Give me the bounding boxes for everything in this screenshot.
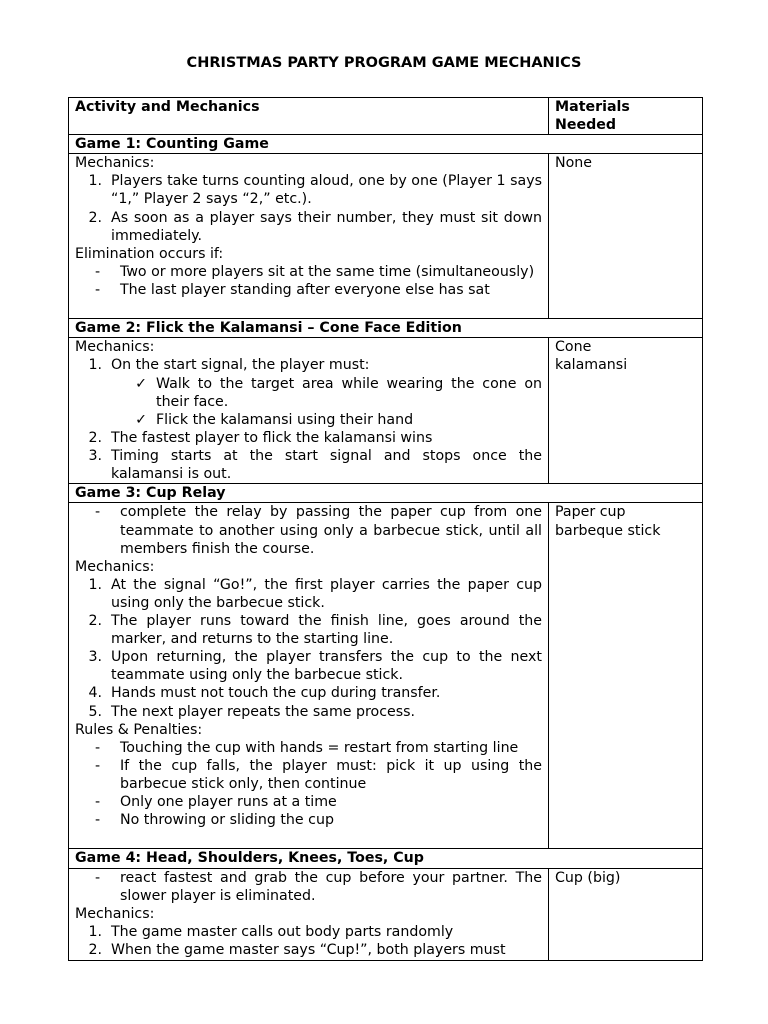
bullet-item <box>75 811 542 829</box>
page-title: CHRISTMAS PARTY PROGRAM GAME MECHANICS <box>186 55 582 71</box>
list-marker: - <box>95 869 101 886</box>
numbered-item <box>75 172 542 208</box>
list-marker: - <box>95 263 101 280</box>
numbered-item <box>75 612 542 648</box>
section-label: Elimination occurs if: <box>75 245 224 262</box>
list-marker: 4. <box>88 685 102 702</box>
list-marker: - <box>95 757 101 774</box>
numbered-item <box>75 923 542 941</box>
item-text: Two or more players sit at the same time (simultaneously) <box>120 263 535 280</box>
header-materials-line2: Needed <box>555 117 617 134</box>
list-marker: 1. <box>88 576 102 593</box>
game-title-row <box>69 849 703 868</box>
item-text: The game master calls out body parts randomly <box>111 923 454 940</box>
list-marker: 1. <box>88 173 102 190</box>
numbered-item <box>75 703 542 721</box>
table-header-row <box>69 98 703 135</box>
item-text: No throwing or sliding the cup <box>120 812 334 829</box>
game-title-row <box>69 484 703 503</box>
item-text: The fastest player to flick the kalamansi wins <box>111 429 433 446</box>
list-marker: 3. <box>88 447 102 464</box>
check-icon: ✓ <box>135 375 147 392</box>
bullet-item <box>75 757 542 793</box>
list-marker: - <box>95 504 101 521</box>
list-marker: - <box>95 793 101 810</box>
game-title: Game 4: Head, Shoulders, Knees, Toes, Cup <box>69 849 703 868</box>
item-text: Timing starts at the start signal and stops once the kalamansi is out. <box>111 447 542 483</box>
item-text: react fastest and grab the cup before your partner. The slower player is eliminated. <box>120 869 542 904</box>
numbered-item <box>75 684 542 702</box>
item-text: Upon returning, the player transfers the cup to the next teammate using only the barbecue stick. <box>111 649 542 684</box>
item-text: As soon as a player says their number, they must sit down immediately. <box>111 209 542 244</box>
game-content-row <box>69 868 703 960</box>
game-materials-cell <box>549 868 703 960</box>
list-marker: 2. <box>88 429 102 446</box>
item-text: Players take turns counting aloud, one by one (Player 1 says “1,” Player 2 says “2,” etc.). <box>111 173 542 208</box>
bullet-item <box>75 281 542 299</box>
item-text: Touching the cup with hands = restart from starting line <box>120 739 519 756</box>
material-item: kalamansi <box>555 357 628 374</box>
list-marker: 3. <box>88 649 102 666</box>
game-mechanics-cell <box>69 503 549 849</box>
game-mechanics-cell <box>69 338 549 484</box>
material-item: barbeque stick <box>555 522 661 539</box>
header-activity: Activity and Mechanics <box>69 98 549 135</box>
item-text: The player runs toward the finish line, goes around the marker, and returns to the starting line. <box>111 613 542 648</box>
item-text: If the cup falls, the player must: pick it up using the barbecue stick only, then continue <box>120 757 542 792</box>
item-text: Only one player runs at a time <box>120 793 337 810</box>
material-item: None <box>555 155 593 172</box>
game-mechanics-cell <box>69 868 549 960</box>
game-materials-cell <box>549 338 703 484</box>
header-materials-line1: Materials <box>555 99 630 115</box>
section-label: Mechanics: <box>75 155 155 172</box>
numbered-item <box>75 941 542 959</box>
numbered-item <box>75 648 542 684</box>
item-text: At the signal “Go!”, the first player carries the paper cup using only the barbecue stick. <box>111 576 542 611</box>
section-label: Mechanics: <box>75 339 155 356</box>
material-item: Cone <box>555 339 592 356</box>
game-materials-cell <box>549 503 703 849</box>
program-table <box>68 97 703 961</box>
checklist-item <box>75 375 542 411</box>
list-marker: 5. <box>88 703 102 720</box>
item-text: When the game master says “Cup!”, both players must <box>111 941 506 958</box>
game-title: Game 3: Cup Relay <box>69 484 703 503</box>
numbered-item <box>75 209 542 245</box>
numbered-item <box>75 429 542 447</box>
list-marker: 2. <box>88 613 102 630</box>
item-text: The last player standing after everyone else has sat <box>120 281 490 298</box>
numbered-item <box>75 356 542 374</box>
game-title-row <box>69 135 703 154</box>
list-marker: - <box>95 281 101 298</box>
section-label: Rules & Penalties: <box>75 721 203 738</box>
bullet-item <box>75 503 542 557</box>
bullet-item <box>75 793 542 811</box>
bullet-item <box>75 869 542 905</box>
check-icon: ✓ <box>135 411 147 428</box>
list-marker: - <box>95 812 101 829</box>
list-marker: 1. <box>88 923 102 940</box>
game-content-row <box>69 503 703 849</box>
list-marker: 2. <box>88 209 102 226</box>
game-title: Game 1: Counting Game <box>69 135 703 154</box>
header-materials <box>549 98 703 135</box>
game-title: Game 2: Flick the Kalamansi – Cone Face Edition <box>69 319 703 338</box>
material-item: Cup (big) <box>555 869 621 886</box>
item-text: Flick the kalamansi using their hand <box>156 411 414 428</box>
list-marker: 2. <box>88 941 102 958</box>
item-text: Hands must not touch the cup during transfer. <box>111 685 441 702</box>
section-label: Mechanics: <box>75 905 155 922</box>
game-content-row <box>69 154 703 319</box>
item-text: complete the relay by passing the paper cup from one teammate to another using only a barbecue stick, until all members finish the course. <box>120 504 542 557</box>
item-text: On the start signal, the player must: <box>111 357 370 374</box>
section-label: Mechanics: <box>75 558 155 575</box>
game-content-row <box>69 338 703 484</box>
material-item: Paper cup <box>555 504 626 521</box>
checklist-item <box>75 411 542 429</box>
list-marker: - <box>95 739 101 756</box>
game-materials-cell <box>549 154 703 319</box>
item-text: Walk to the target area while wearing the cone on their face. <box>156 375 542 410</box>
bullet-item <box>75 739 542 757</box>
list-marker: 1. <box>88 357 102 374</box>
game-title-row <box>69 319 703 338</box>
bullet-item <box>75 263 542 281</box>
numbered-item <box>75 447 542 483</box>
game-mechanics-cell <box>69 154 549 319</box>
item-text: The next player repeats the same process. <box>111 703 416 720</box>
numbered-item <box>75 576 542 612</box>
